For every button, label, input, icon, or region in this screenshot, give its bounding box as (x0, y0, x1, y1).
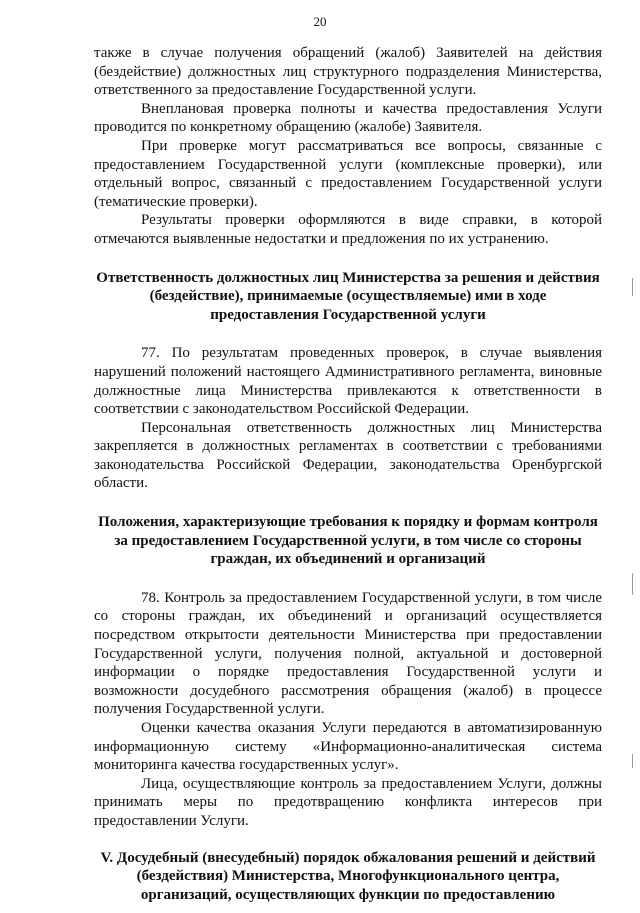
paragraph-78: 78. Контроль за предоставлением Государственной услуги, в том числе со стороны граждан, их объединений и организаций осуществляется посредством открытости деятельности Министерства при предоставлении Государственной услуги, получения полной, актуальной и достоверной информации о порядке предоставления Государственной услуги и возможности досудебного рассмотрения обращения (жалоб) в процессе получения Государственной услуги. (94, 589, 602, 718)
heading-officials-responsibility: Ответственность должностных лиц Министерства за решения и действия (бездействие), принимаемые (осуществляемые) ими в ходе предоставления Государственной услуги (96, 269, 600, 323)
scan-margin-mark (632, 278, 633, 296)
page-number: 20 (313, 14, 327, 29)
paragraph-complaints-continuation: также в случае получения обращений (жалоб) Заявителей на действия (бездействие) должностных лиц структурного подразделения Министерства, ответственного за предоставление Государственной услуги. (94, 45, 602, 99)
scan-margin-mark (632, 573, 633, 595)
paragraph-conflict-of-interest: Лица, осуществляющие контроль за предоставлением Услуги, должны принимать меры по предотвращению конфликта интересов при предоставлении Услуги. (94, 775, 602, 829)
paragraph-check-scope: При проверке могут рассматриваться все вопросы, связанные с предоставлением Государственной услуги (комплексные проверки), или отдельный вопрос, связанный с предоставлением Государственной услуги (тематические проверки). (94, 137, 602, 210)
heading-control-provisions: Положения, характеризующие требования к порядку и формам контроля за предоставлением Государственной услуги, в том числе со стороны граждан, их объединений и организаций (98, 514, 598, 568)
paragraph-quality-assessment: Оценки качества оказания Услуги передаются в автоматизированную информационную систему «Информационно-аналитическая система мониторинга качества государственных услуг». (94, 720, 602, 774)
heading-section-v: V. Досудебный (внесудебный) порядок обжалования решений и действий (бездействия) Министерства, Многофункционального центра, организаций, осуществляющих функции по предоставлению (100, 849, 596, 903)
paragraph-check-results: Результаты проверки оформляются в виде справки, в которой отмечаются выявленные недостатки и предложения по их устранению. (94, 212, 602, 247)
paragraph-77: 77. По результатам проведенных проверок, в случае выявления нарушений положений настоящего Административного регламента, виновные должностные лица Министерства привлекаются к ответственности в соответствии с законодательством Российской Федерации. (94, 345, 602, 418)
document-body (94, 44, 602, 904)
scan-margin-mark (632, 754, 633, 768)
paragraph-unscheduled-check: Внеплановая проверка полноты и качества предоставления Услуги проводится по конкретному обращению (жалобе) Заявителя. (94, 100, 602, 136)
paragraph-personal-responsibility: Персональная ответственность должностных лиц Министерства закрепляется в должностных регламентах в соответствии с требованиями законодательства Российской Федерации, законодательства Оренбургской области. (94, 419, 602, 492)
